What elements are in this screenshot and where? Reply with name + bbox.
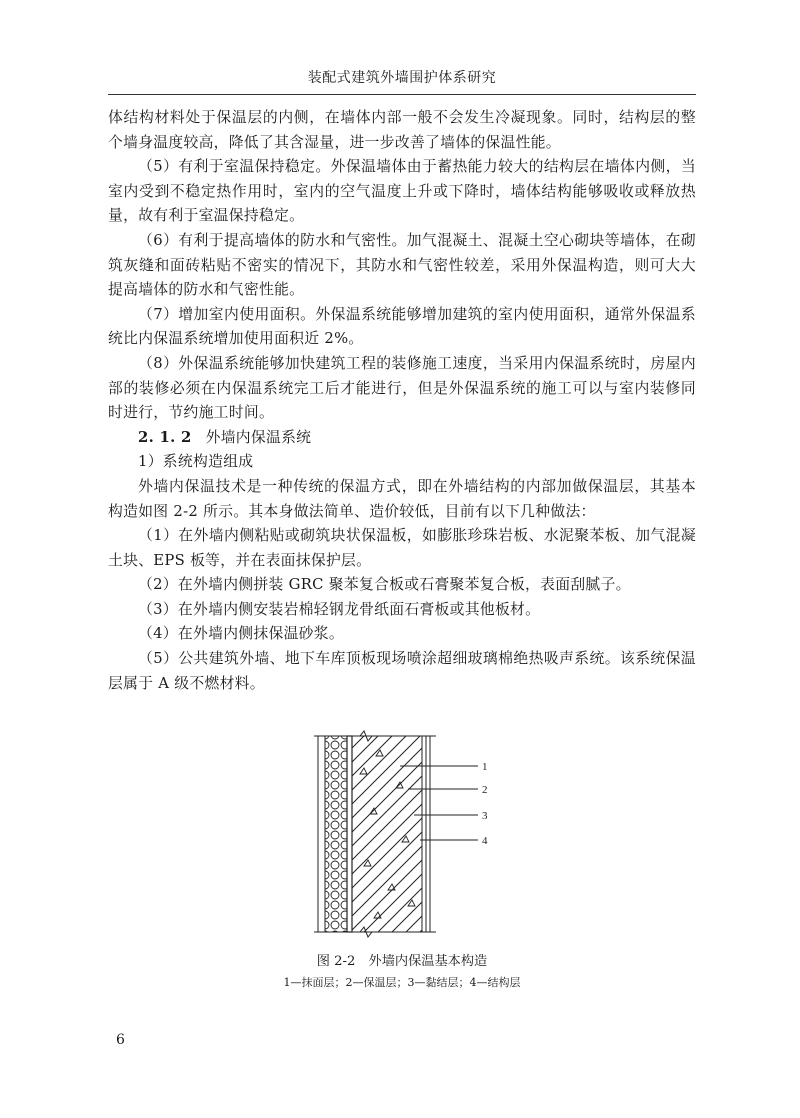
label-3: 3 [482, 810, 488, 822]
paragraph: （5）有利于室温保持稳定。外保温墙体由于蓄热能力较大的结构层在墙体内侧，当室内受到不稳定热作用时，室内的空气温度上升或下降时，墙体结构能够吸收或释放热量，故有利于室温保持稳定。 [108, 158, 696, 225]
paragraph: （2）在外墙内侧拼装 GRC 聚苯复合板或石膏聚苯复合板，表面刮腻子。 [138, 576, 631, 594]
paragraph: 体结构材料处于保温层的内侧，在墙体内部一般不会发生冷凝现象。同时，结构层的整个墙身温度较高，降低了其含湿量，进一步改善了墙体的保温性能。 [108, 109, 696, 151]
label-2: 2 [482, 784, 488, 796]
paragraph: （6）有利于提高墙体的防水和气密性。加气混凝土、混凝土空心砌块等墙体，在砌筑灰缝和面砖粘贴不密实的情况下，其防水和气密性较差，采用外保温构造，则可大大提高墙体的防水和气密性能。 [108, 231, 696, 299]
body-text [108, 106, 696, 696]
subsection-heading: 1）系统构造组成 [138, 453, 254, 471]
insulation-layer [325, 736, 347, 932]
paragraph: （8）外保温系统能够加快建筑工程的装修施工速度，当采用内保温系统时，房屋内部的装修必须在内保温系统完工后才能进行，但是外保温系统的施工可以与室内装修同时进行，节约施工时间。 [108, 354, 696, 422]
structural-layer [352, 736, 422, 932]
paragraph: （1）在外墙内侧粘贴或砌筑块状保温板，如膨胀珍珠岩板、水泥聚苯板、加气混凝土块、EPS 板等，并在表面抹保护层。 [108, 527, 696, 569]
label-1: 1 [482, 761, 488, 773]
page-number: 6 [116, 1032, 125, 1048]
label-4: 4 [482, 835, 488, 847]
section-title: 外墙内保温系统 [205, 428, 312, 446]
section-number: 2. 1. 2 [138, 428, 192, 446]
plaster-layer [318, 736, 325, 932]
paragraph: （3）在外墙内侧安装岩棉轻钢龙骨纸面石膏板或其他板材。 [138, 600, 541, 618]
section-heading [108, 426, 696, 451]
paragraph: （5）公共建筑外墙、地下车库顶板现场喷涂超细玻璃棉绝热吸声系统。该系统保温层属于 A 级不燃材料。 [108, 650, 696, 692]
paragraph: （4）在外墙内侧抹保温砂浆。 [138, 625, 344, 643]
paragraph: 外墙内保温技术是一种传统的保温方式，即在外墙结构的内部加做保温层，其基本构造如图 2-2 所示。其本身做法简单、造价较低，目前有以下几种做法： [108, 477, 696, 520]
wall-section-figure [300, 730, 500, 942]
bonding-layer [347, 736, 352, 932]
header-rule [108, 94, 696, 95]
paragraph: （7）增加室内使用面积。外保温系统能够增加建筑的室内使用面积，通常外保温系统比内保温系统增加使用面积近 2%。 [108, 305, 696, 348]
figure-legend: 1—抹面层；2—保温层；3—黏结层；4—结构层 [283, 976, 521, 989]
running-header: 装配式建筑外墙围护体系研究 [307, 70, 497, 86]
figure-caption: 图 2-2 外墙内保温基本构造 [316, 954, 488, 969]
